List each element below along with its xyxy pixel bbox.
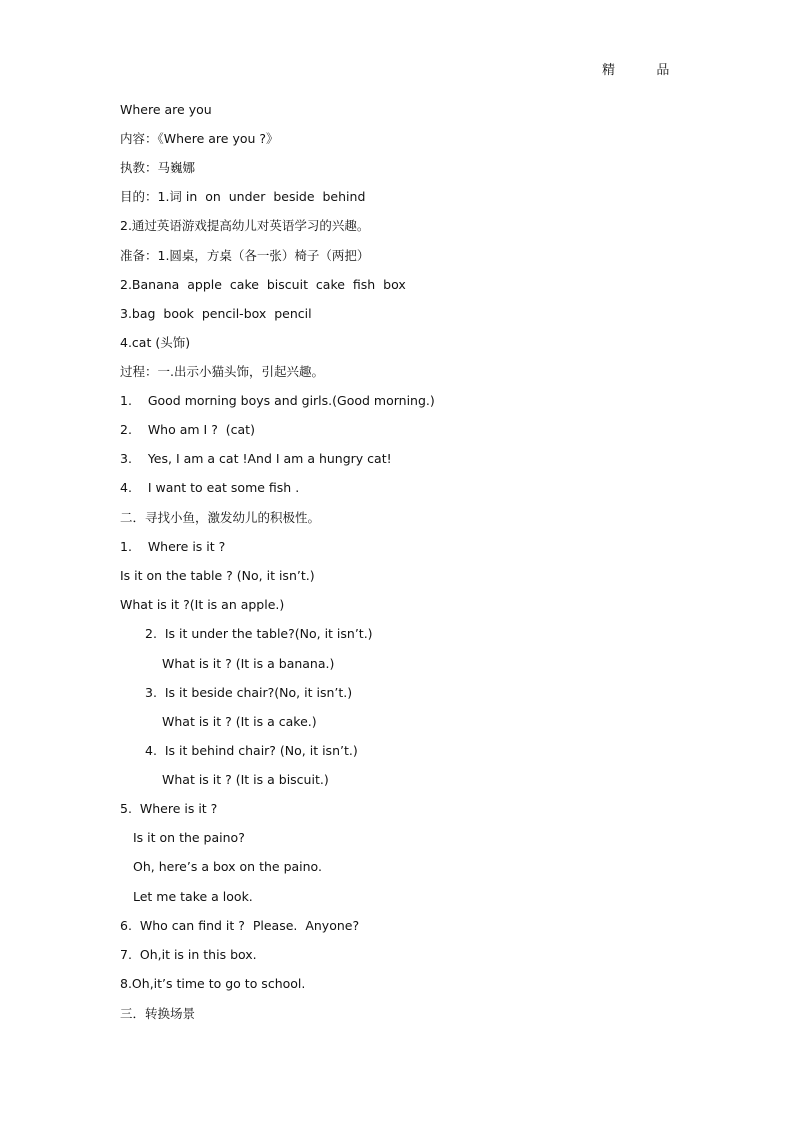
section-2-text: Is it on the table ? (No, it isn’t.) [120, 568, 315, 583]
prep-line-3: 3.bag book pencil-box pencil [120, 306, 312, 321]
section-2-text: Oh, here’s a box on the paino. [133, 859, 322, 874]
section-2-item-3: 3. Is it beside chair?(No, it isn’t.) [145, 685, 353, 700]
section-2-text: What is it ? (It is a banana.) [162, 656, 335, 671]
prep-line-1: 准备：1.圆桌，方桌（各一张）椅子（两把） [120, 248, 370, 263]
doc-title: Where are you [120, 102, 212, 117]
section-2-item-8: 8.Oh,it’s time to go to school. [120, 976, 306, 991]
section-3-heading: 三．转换场景 [120, 1006, 196, 1021]
section-2-text: Let me take a look. [133, 889, 253, 904]
process-item-2: 2. Who am I ? (cat) [120, 422, 255, 437]
section-2-text: What is it ?(It is an apple.) [120, 597, 285, 612]
section-2-item-4: 4. Is it behind chair? (No, it isn’t.) [145, 743, 358, 758]
section-2-item-5: 5. Where is it ? [120, 801, 218, 816]
prep-line-2: 2.Banana apple cake biscuit cake fish box [120, 277, 406, 292]
header-watermark-text: 精 品 [602, 63, 670, 78]
section-2-text: Is it on the paino? [133, 830, 245, 845]
process-item-1: 1. Good morning boys and girls.(Good morning.) [120, 393, 435, 408]
section-2-item-6: 6. Who can find it ? Please. Anyone? [120, 918, 360, 933]
prep-line-4: 4.cat (头饰) [120, 335, 191, 350]
section-2-text: What is it ? (It is a biscuit.) [162, 772, 329, 787]
section-2-text: What is it ? (It is a cake.) [162, 714, 317, 729]
section-2-item-1: 1. Where is it ? [120, 539, 226, 554]
goal-line-1: 目的：1.词 in on under beside behind [120, 189, 366, 204]
section-2-item-7: 7. Oh,it is in this box. [120, 947, 257, 962]
process-heading: 过程：一.出示小猫头饰，引起兴趣。 [120, 364, 324, 379]
content-line: 内容：《Where are you ?》 [120, 131, 279, 146]
section-2-item-2: 2. Is it under the table?(No, it isn’t.) [145, 626, 373, 641]
goal-line-2: 2.通过英语游戏提高幼儿对英语学习的兴趣。 [120, 218, 370, 233]
process-item-3: 3. Yes, I am a cat !And I am a hungry cat! [120, 451, 392, 466]
process-item-4: 4. I want to eat some fish . [120, 480, 300, 495]
teacher-line: 执教：马巍娜 [120, 160, 196, 175]
section-2-heading: 二．寻找小鱼，激发幼儿的积极性。 [120, 510, 321, 525]
